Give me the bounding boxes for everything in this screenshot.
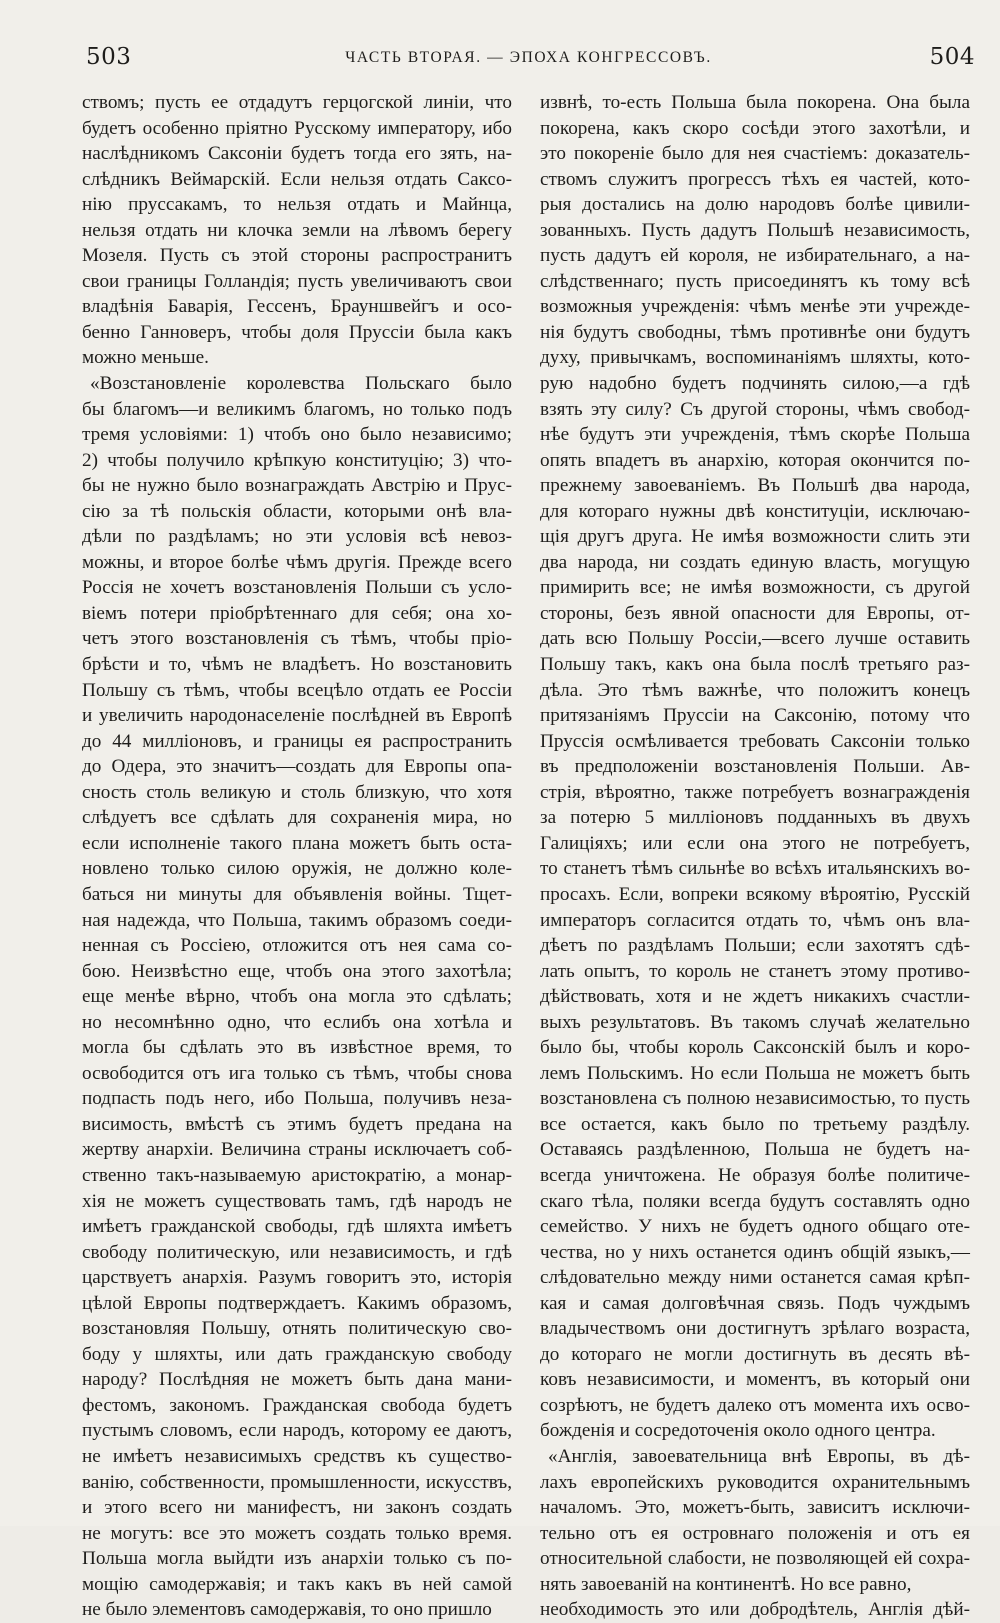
text-line: все остается, какъ было по третьему раздѣлу. [540,1113,970,1135]
text-line: слѣдственнаго; пусть присоединятъ къ тому всѣ [540,270,970,292]
text-line: пусть дадутъ ей короля, не избирательнаго, а на- [540,245,970,267]
text-line: возможныя учрежденія: чѣмъ менѣе эти учрежде- [540,296,970,318]
text-line: свободу политическую, или независимость, и гдѣ [82,1241,512,1263]
text-line: и увеличить народонаселеніе послѣдней въ Европѣ [82,705,512,727]
text-line: Мозеля. Пусть съ этой стороны распространитъ [82,245,512,267]
text-line: рыя достались на долю народовъ болѣе цивили- [540,194,970,216]
text-line: подпасть подъ него, ибо Польша, получивъ неза- [82,1088,512,1110]
text-line: Пруссія осмѣливается требовать Саксоніи только [540,730,970,752]
text-line: ствомъ; пусть ее отдадутъ герцогской линіи, что [82,92,512,113]
text-line: для котораго нужны двѣ конституціи, исключаю- [540,500,970,522]
text-line: просахъ. Если, вопреки всякому вѣроятію, Русскій [540,883,970,905]
text-line: свои границы Голландія; пусть увеличиваютъ свои [82,270,512,292]
text-line: фестомъ, закономъ. Гражданская свобода будетъ [82,1394,512,1416]
text-line: 2) чтобы получило крѣпкую конституцію; 3) что- [82,449,512,471]
text-line: началомъ. Это, можетъ-быть, зависитъ исключи- [540,1497,970,1519]
text-line: это покореніе было для нея счастіемъ: доказатель- [540,143,970,165]
right-text-column [540,90,970,1623]
text-line: тельно отъ ея островнаго положенія и отъ ея [540,1522,970,1544]
text-line: можно меньше. [82,347,209,369]
text-line: Оставаясь раздѣленною, Польша не будетъ на- [540,1139,970,1161]
text-line: относительной слабости, не позволяющей ей сохра- [540,1548,970,1570]
right-page-number: 504 [929,44,975,70]
text-line: ственно такъ-называемую аристократію, а монар- [82,1164,512,1186]
text-line: «Англія, завоевательница внѣ Европы, въ дѣ- [548,1445,970,1467]
text-line: Галиціяхъ; или если она этого не потребуетъ, [540,832,970,854]
text-line: Польшу съ тѣмъ, чтобы всецѣло отдать ее Россіи [82,679,512,701]
text-line: нію пруссакамъ, то нельзя отдать и Майнца, [82,194,512,216]
text-line: новлено только силою оружія, не должно коле- [82,858,512,880]
text-line: нѣе будутъ эти учрежденія, тѣмъ скорѣе Польша [540,424,970,446]
text-line: тремя условіями: 1) чтобъ оно было независимо; [82,424,512,446]
text-line: покорена, какъ скоро сосѣди этого захотѣли, и [540,117,970,139]
text-line: дѣли по раздѣламъ; но эти условія всѣ невоз- [82,526,512,548]
text-line: необходимость это или добродѣтель, Англія дѣй- [540,1599,970,1621]
text-line: за потерю 5 милліоновъ подданныхъ въ двухъ [540,807,970,829]
text-line: духу, привычкамъ, воспоминаніямъ шляхты, кото- [540,347,970,369]
text-line: притязаніямъ Пруссіи на Саксонію, потому что [540,705,970,727]
text-line: если исполненіе такого плана можетъ быть оста- [82,832,512,854]
text-line: лемъ Польскимъ. Но если Польша не можетъ быть [540,1062,970,1084]
text-line: то станетъ тѣмъ сильнѣе во всѣхъ итальянскихъ во- [540,858,970,880]
text-line: нія будутъ свободны, тѣмъ противнѣе они будутъ [540,321,970,343]
text-line: еще менѣе вѣрно, чтобъ она могла это сдѣлать; [82,986,512,1008]
text-line: прежнему завоеваніемъ. Въ Польшѣ два народа, [540,475,970,497]
left-page-number: 503 [86,44,132,70]
left-text-column [82,90,512,1623]
text-line: стороны, безъ явной опасности для Европы, от- [540,602,970,624]
text-line: брѣсти и то, чѣмъ не владѣетъ. Но возстановить [82,654,512,676]
text-line: стрія, вѣроятно, также потребуетъ вознагражденія [540,781,970,803]
text-line: сію за тѣ польскія области, которыми онѣ вла- [82,500,512,522]
text-line: слѣдовательно между ними останется самая крѣп- [540,1267,970,1289]
text-line: ная надежда, что Польша, такимъ образомъ соеди- [82,909,512,931]
text-line: висимость, вмѣстѣ съ этимъ будетъ предана на [82,1113,512,1135]
text-line: освободится отъ ига только съ тѣмъ, чтобы снова [82,1062,512,1084]
text-line: дѣетъ по раздѣламъ Польши; если захотятъ сдѣ- [540,935,970,957]
text-line: всегда уничтожена. Не образуя болѣе политиче- [540,1164,970,1186]
text-line: не могутъ: все это можетъ создать только время. [82,1522,512,1544]
text-line: лахъ европейскихъ руководится охранительнымъ [540,1471,970,1493]
text-line: ствомъ служитъ прогрессъ тѣхъ ея частей, кото- [540,168,970,190]
text-line: до Одера, это значитъ—создать для Европы опа- [82,756,512,778]
text-line: владѣнія Баварія, Гессенъ, Брауншвейгъ и осо- [82,296,512,318]
text-line: скаго тѣла, поляки всегда будутъ составлять одно [540,1190,970,1212]
text-line: цѣлой Европы подтверждаетъ. Какимъ образомъ, [82,1292,512,1314]
text-line: будетъ особенно пріятно Русскому императору, ибо [82,117,512,139]
text-line: царствуетъ анархія. Разумъ говоритъ это, исторія [82,1267,512,1289]
text-line: четъ этого возстановленія съ тѣмъ, чтобы пріо- [82,628,512,650]
text-line: семейство. У нихъ не будетъ одного общаго оте- [540,1216,970,1238]
page-header [82,44,975,80]
text-line: щія другъ друга. Не имѣя возможности слить эти [540,526,970,548]
text-line: хія не можетъ существовать тамъ, гдѣ народъ не [82,1190,512,1212]
text-line: до котораго не могли достигнуть въ десять вѣ- [540,1343,970,1365]
text-line: извнѣ, то-есть Польша была покорена. Она была [540,92,970,113]
text-line: зованныхъ. Пусть дадутъ Польшѣ независимость, [540,219,970,241]
text-line: божденія и сосредоточенія около одного центра. [540,1420,936,1442]
text-line: опять впадетъ въ анархію, которая окончится по- [540,449,970,471]
text-line: баться ни минуты для объявленія войны. Тщет- [82,883,512,905]
text-line: бенно Ганноверъ, чтобы доля Пруссіи была какъ [82,321,512,343]
text-line: Россія не хочетъ возстановленія Польши съ усло- [82,577,512,599]
text-line: бы не нужно было вознаграждать Австрію и Прус- [82,475,512,497]
text-line: Польша могла выйдти изъ анархіи только съ по- [82,1548,512,1570]
text-line: лать опытъ, то король не станетъ этому противо- [540,960,970,982]
text-line: не имѣетъ независимыхъ средствъ къ существо- [82,1445,512,1467]
text-line: можны, и второе болѣе чѣмъ другія. Прежде всего [82,551,512,573]
text-line: до 44 милліоновъ, и границы ея распространить [82,730,512,752]
text-line: возстановляя Польшу, отнять политическую сво- [82,1318,512,1340]
text-line: мощію самодержавія; и такъ какъ въ ней самой [82,1573,512,1595]
text-line: ковъ независимости, и моментъ, въ который они [540,1369,970,1391]
text-line: дѣйствовать, хотя и не ждетъ никакихъ счастли- [540,986,970,1008]
text-line: примирить все; не имѣя возможности, съ другой [540,577,970,599]
text-line: слѣдуетъ все сдѣлать для сохраненія мира, но [82,807,512,829]
text-line: жертву анархіи. Величина страны исключаетъ соб- [82,1139,512,1161]
text-line: дать всю Польшу Россіи,—всего лучше оставить [540,628,970,650]
text-line: владычествомъ они достигнутъ зрѣлаго возраста, [540,1318,970,1340]
text-line: Польшу такъ, какъ она была послѣ третьяго раз- [540,654,970,676]
text-line: созрѣютъ, не будетъ далеко отъ момента ихъ осво- [540,1394,970,1416]
text-line: бою. Неизвѣстно еще, чтобъ она этого захотѣла; [82,960,512,982]
text-line: выхъ результатовъ. Въ такомъ случаѣ желательно [540,1011,970,1033]
text-line: могла бы сдѣлать это въ извѣстное время, то [82,1037,512,1059]
text-line: бы благомъ—и великимъ благомъ, но только подъ [82,398,512,420]
text-line: пустымъ словомъ, если народъ, которому ее даютъ, [82,1420,512,1442]
text-line: сность столь великую и столь близкую, что хотя [82,781,512,803]
text-line: и этого всего ни манифестъ, ни законъ создать [82,1497,512,1519]
text-line: чества, но у нихъ останется одинъ общій языкъ,— [540,1241,970,1263]
text-line: имѣетъ гражданской свободы, гдѣ шляхта имѣетъ [82,1216,512,1238]
text-line: дѣла. Это тѣмъ важнѣе, что положитъ конецъ [540,679,970,701]
text-line: нять завоеваній на континентѣ. Но все равно, [540,1573,912,1595]
text-line: не было элементовъ самодержавія, то оно пришло [82,1599,492,1621]
running-head: ЧАСТЬ ВТОРАЯ. — ЭПОХА КОНГРЕССОВЪ. [345,49,712,66]
text-line: кая и самая долговѣчная связь. Подъ чуждымъ [540,1292,970,1314]
text-line: ненная съ Россіею, отложится отъ нея сама со- [82,935,512,957]
text-line: наслѣдникомъ Саксоніи будетъ тогда его зять, на- [82,143,512,165]
text-line: возстановлена съ полною независимостью, то пусть [540,1088,970,1110]
text-line: но несомнѣнно одно, что еслибъ она хотѣла и [82,1011,512,1033]
text-line: слѣдникъ Веймарскій. Если нельзя отдать Саксо- [82,168,512,190]
text-line: взять эту силу? Съ другой стороны, чѣмъ свобод- [540,398,970,420]
text-line: ванію, собственности, промышленности, искусствъ, [82,1471,512,1493]
text-line: нельзя отдать ни клочка земли на лѣвомъ берегу [82,219,512,241]
text-line: два народа, ни создать единую власть, могущую [540,551,970,573]
text-line: императоръ согласится отдать то, чѣмъ онъ вла- [540,909,970,931]
text-line: боду у шляхты, или дать гражданскую свободу [82,1343,512,1365]
text-line: народу? Послѣдняя не можетъ быть дана мани- [82,1369,512,1391]
text-line: «Возстановленіе королевства Польскаго было [90,373,512,395]
text-line: рую надобно будетъ подчинять силою,—а гдѣ [540,373,970,395]
text-line: віемъ потери пріобрѣтеннаго для себя; она хо- [82,602,512,624]
text-line: въ предположеніи возстановленія Польши. Ав- [540,756,970,778]
text-line: было бы, чтобы король Саксонскій былъ и коро- [540,1037,970,1059]
